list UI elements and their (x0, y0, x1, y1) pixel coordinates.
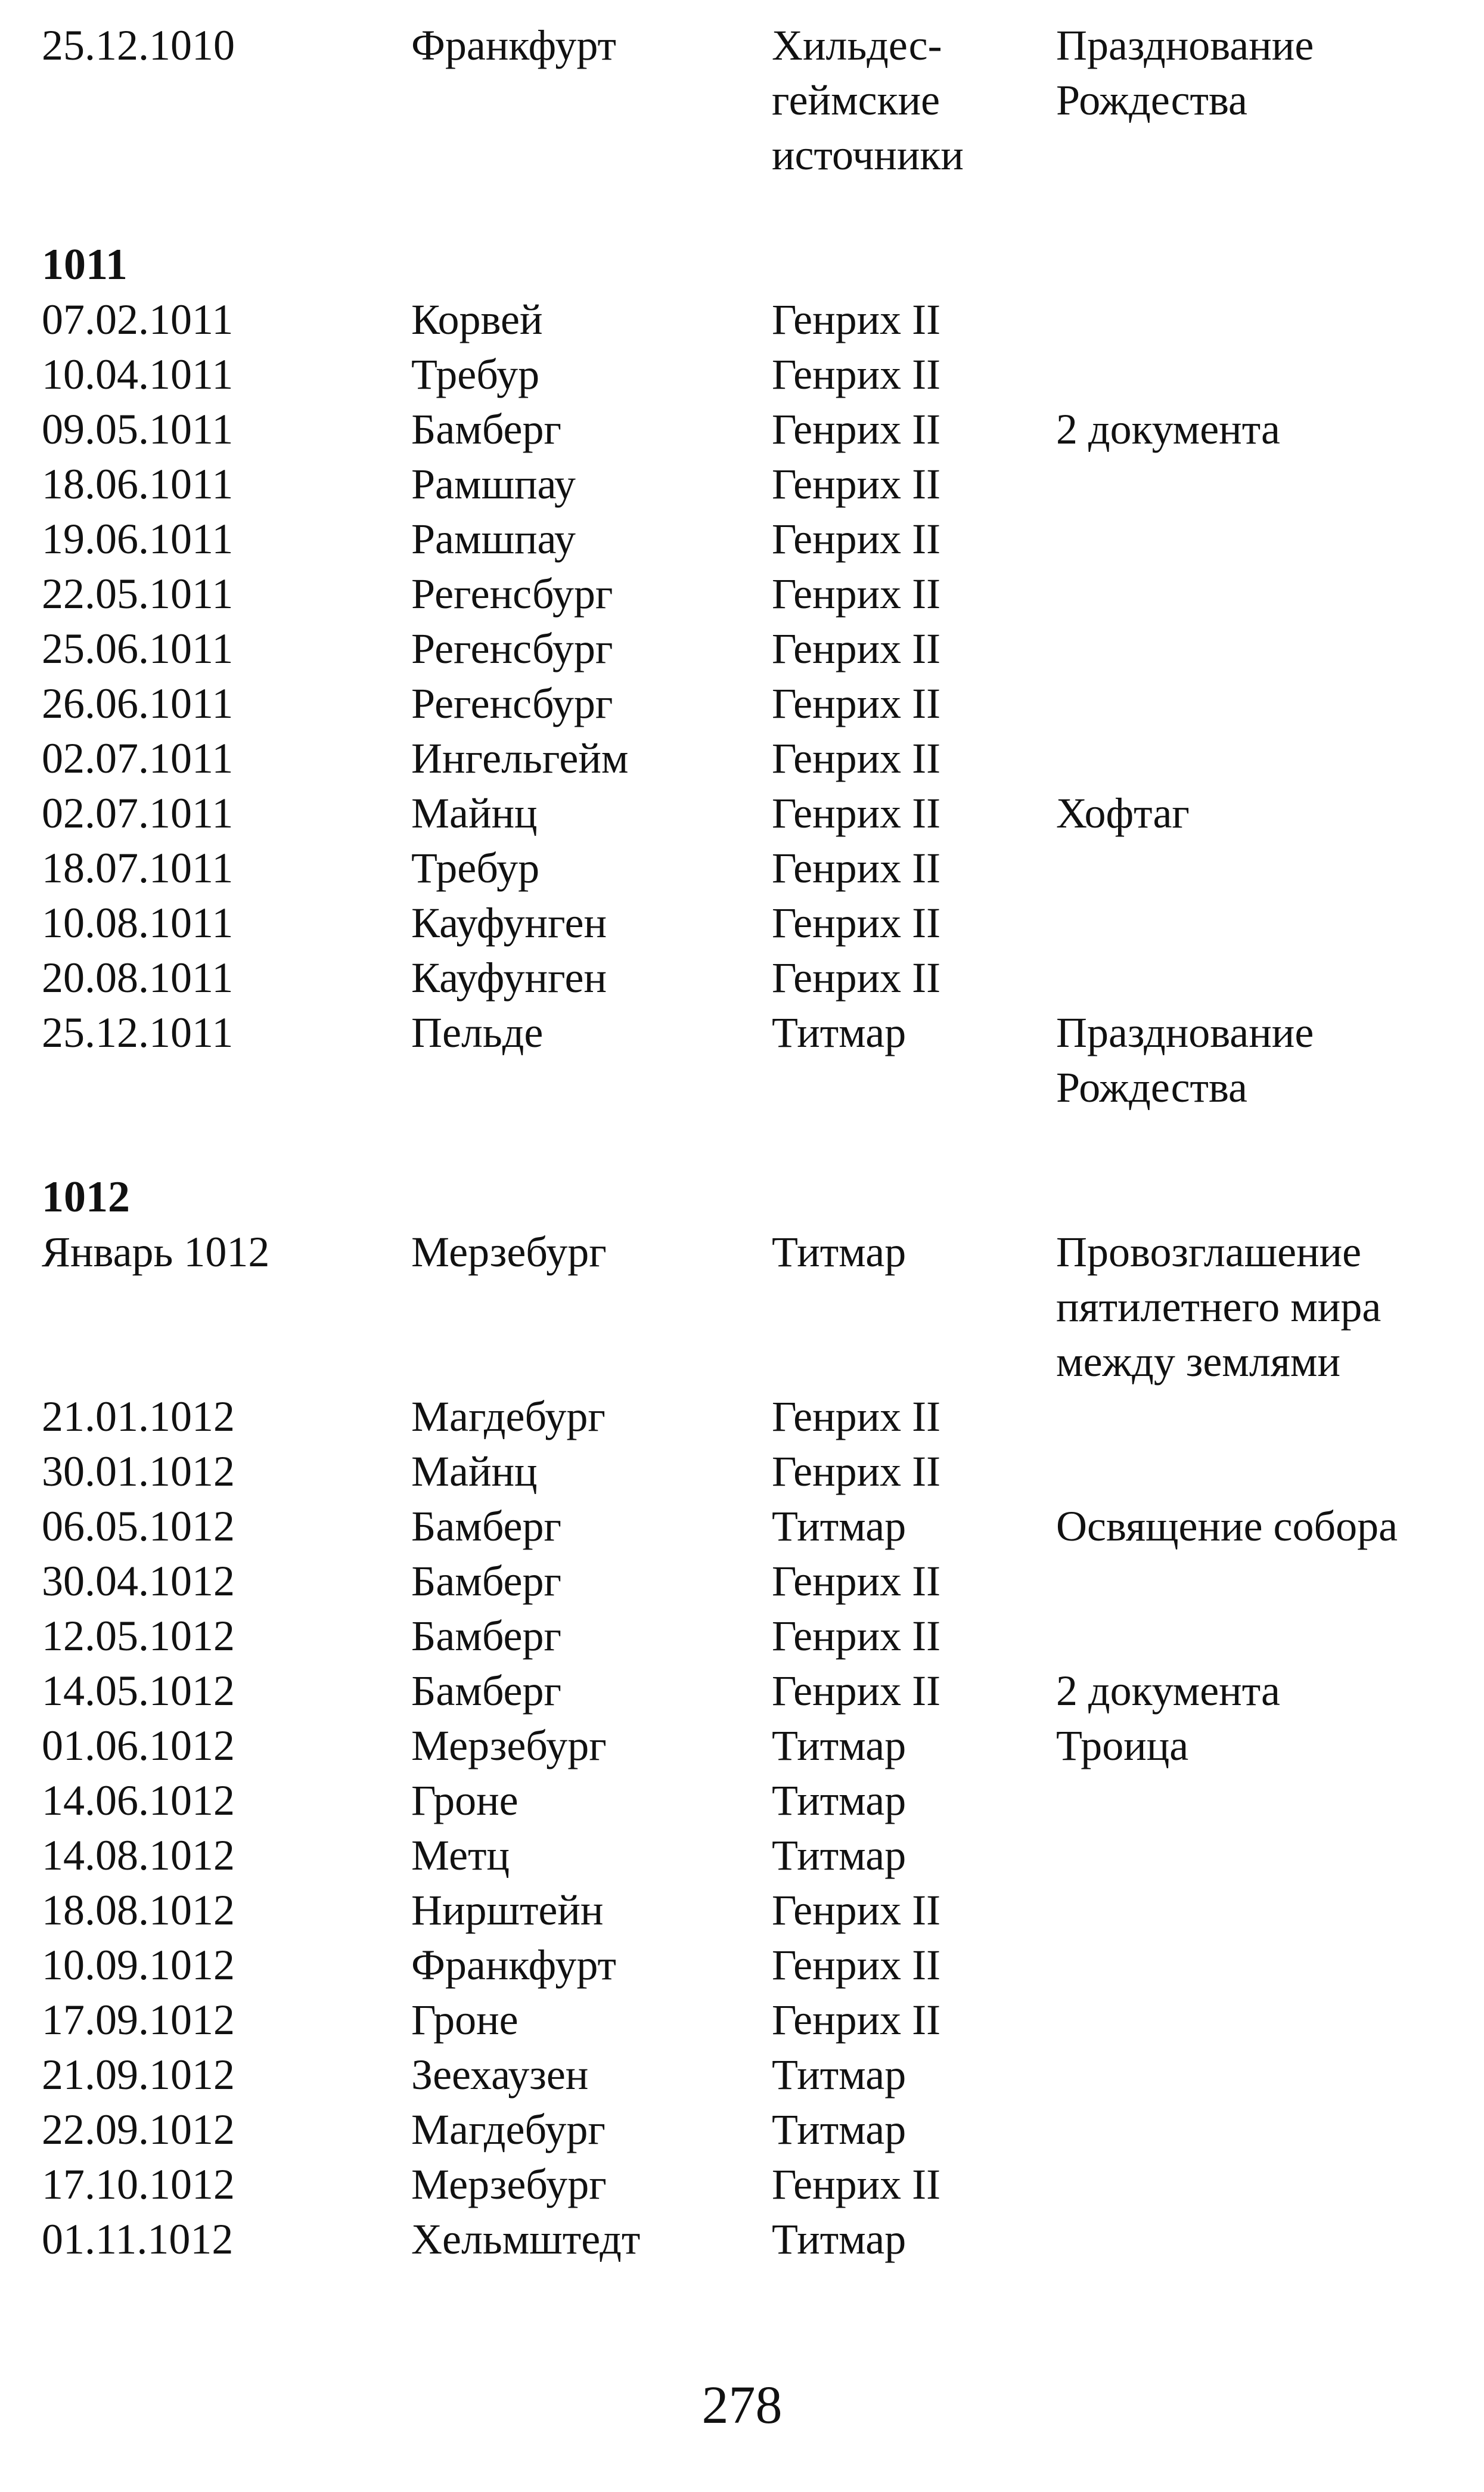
place-cell: Мерзебург (411, 1228, 607, 1276)
date-cell: 18.06.1011 (42, 460, 234, 508)
place-cell: Майнц (411, 1448, 538, 1495)
date-cell: 18.07.1011 (42, 844, 234, 892)
note-cell: Хофтаг (1056, 789, 1190, 837)
date-cell: 10.08.1011 (42, 899, 234, 947)
date-cell: 10.09.1012 (42, 1941, 235, 1989)
place-cell: Регенсбург (411, 570, 613, 618)
date-cell: 07.02.1011 (42, 296, 234, 343)
place-cell: Мерзебург (411, 1722, 607, 1769)
year-heading: 1012 (42, 1173, 130, 1222)
source-cell: Генрих II (772, 789, 941, 837)
source-cell: Генрих II (772, 296, 941, 343)
note-cell: 2 документа (1056, 1667, 1280, 1715)
date-cell: 12.05.1012 (42, 1612, 235, 1660)
source-cell: Генрих II (772, 844, 941, 892)
source-cell: Титмар (772, 2106, 906, 2153)
source-cell: Генрих II (772, 1886, 941, 1934)
source-cell: Генрих II (772, 899, 941, 947)
date-cell: 25.12.1011 (42, 1009, 234, 1056)
date-cell: 14.05.1012 (42, 1667, 235, 1715)
date-cell: 26.06.1011 (42, 680, 234, 727)
source-cell: Генрих II (772, 1941, 941, 1989)
place-cell: Франкфурт (411, 1941, 616, 1989)
source-cell: Титмар (772, 2051, 906, 2099)
source-cell: Генрих II (772, 515, 941, 563)
date-cell: 22.09.1012 (42, 2106, 235, 2153)
source-cell: Генрих II (772, 405, 941, 453)
date-cell: 02.07.1011 (42, 734, 234, 782)
place-cell: Магдебург (411, 2106, 606, 2153)
place-cell: Зеехаузен (411, 2051, 589, 2099)
source-cell: Генрих II (772, 570, 941, 618)
source-cell: Генрих II (772, 1667, 941, 1715)
place-cell: Франкфурт (411, 21, 616, 69)
date-cell: 01.11.1012 (42, 2215, 234, 2263)
date-cell: 25.12.1010 (42, 21, 235, 69)
place-cell: Бамберг (411, 1667, 562, 1715)
source-cell: Генрих II (772, 734, 941, 782)
place-cell: Ингельгейм (411, 734, 629, 782)
note-cell: Празднование Рождества (1056, 1009, 1314, 1111)
date-cell: 20.08.1011 (42, 954, 234, 1002)
note-cell: Троица (1056, 1722, 1189, 1769)
place-cell: Требур (411, 351, 540, 398)
place-cell: Рамшпау (411, 515, 576, 563)
date-cell: 21.09.1012 (42, 2051, 235, 2099)
date-cell: 17.10.1012 (42, 2161, 235, 2208)
note-cell: Провозглашение пятилетнего мира между землями (1056, 1228, 1381, 1386)
source-cell: Титмар (772, 2215, 906, 2263)
date-cell: 01.06.1012 (42, 1722, 235, 1769)
note-cell: Празднование Рождества (1056, 21, 1314, 124)
date-cell: 09.05.1011 (42, 405, 234, 453)
place-cell: Гроне (411, 1996, 519, 2044)
date-cell: 18.08.1012 (42, 1886, 235, 1934)
date-cell: 06.05.1012 (42, 1502, 235, 1550)
date-cell: 17.09.1012 (42, 1996, 235, 2044)
date-cell: 21.01.1012 (42, 1393, 235, 1440)
place-cell: Бамберг (411, 1502, 562, 1550)
date-cell: 14.08.1012 (42, 1831, 235, 1879)
place-cell: Майнц (411, 789, 538, 837)
source-cell: Генрих II (772, 680, 941, 727)
date-cell: 22.05.1011 (42, 570, 234, 618)
date-cell: 14.06.1012 (42, 1777, 235, 1824)
date-cell: 19.06.1011 (42, 515, 234, 563)
source-cell: Генрих II (772, 1612, 941, 1660)
source-cell: Генрих II (772, 625, 941, 672)
place-cell: Бамберг (411, 1612, 562, 1660)
place-cell: Корвей (411, 296, 543, 343)
source-cell: Хильдес- геймские источники (772, 21, 964, 179)
source-cell: Титмар (772, 1228, 906, 1276)
place-cell: Гроне (411, 1777, 519, 1824)
source-cell: Генрих II (772, 460, 941, 508)
source-cell: Генрих II (772, 351, 941, 398)
note-cell: Освящение собора (1056, 1502, 1398, 1550)
year-heading: 1011 (42, 240, 128, 289)
date-cell: 30.04.1012 (42, 1557, 235, 1605)
place-cell: Хельмштедт (411, 2215, 641, 2263)
date-cell: 30.01.1012 (42, 1448, 235, 1495)
source-cell: Генрих II (772, 954, 941, 1002)
source-cell: Генрих II (772, 2161, 941, 2208)
place-cell: Мерзебург (411, 2161, 607, 2208)
place-cell: Нирштейн (411, 1886, 604, 1934)
date-cell: Январь 1012 (42, 1228, 270, 1276)
place-cell: Бамберг (411, 405, 562, 453)
source-cell: Титмар (772, 1009, 906, 1056)
place-cell: Магдебург (411, 1393, 606, 1440)
place-cell: Кауфунген (411, 899, 607, 947)
place-cell: Пельде (411, 1009, 544, 1056)
place-cell: Рамшпау (411, 460, 576, 508)
place-cell: Кауфунген (411, 954, 607, 1002)
source-cell: Титмар (772, 1777, 906, 1824)
place-cell: Метц (411, 1831, 510, 1879)
source-cell: Генрих II (772, 1448, 941, 1495)
place-cell: Требур (411, 844, 540, 892)
place-cell: Регенсбург (411, 625, 613, 672)
source-cell: Титмар (772, 1502, 906, 1550)
source-cell: Генрих II (772, 1557, 941, 1605)
source-cell: Титмар (772, 1722, 906, 1769)
date-cell: 25.06.1011 (42, 625, 234, 672)
place-cell: Регенсбург (411, 680, 613, 727)
place-cell: Бамберг (411, 1557, 562, 1605)
note-cell: 2 документа (1056, 405, 1280, 453)
date-cell: 10.04.1011 (42, 351, 234, 398)
source-cell: Генрих II (772, 1996, 941, 2044)
source-cell: Генрих II (772, 1393, 941, 1440)
date-cell: 02.07.1011 (42, 789, 234, 837)
page-number: 278 (701, 2376, 783, 2435)
source-cell: Титмар (772, 1831, 906, 1879)
